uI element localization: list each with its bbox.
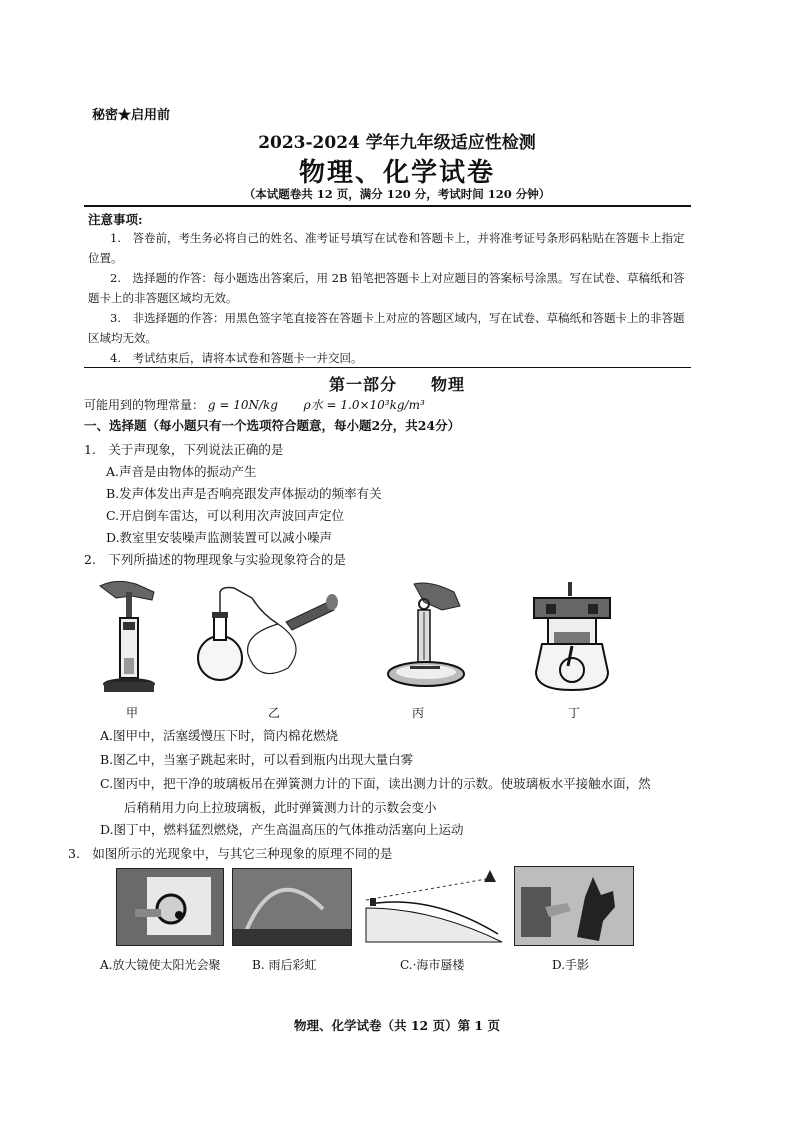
q2-option-b: B.图乙中，当塞子跳起来时，可以看到瓶内出现大量白雾	[100, 752, 414, 767]
subject-title: 物理、化学试卷	[298, 158, 495, 188]
notice-item: 3. 非选择题的作答：用黑色签字笔直接答在答题卡上对应的答题区域内，写在试卷、草稿纸和答题卡上的非答题区域均无效。	[88, 311, 685, 345]
question-3-stem: 3. 如图所示的光现象中，与其它三种现象的原理不同的是	[68, 846, 393, 861]
exam-info: （本试题卷共 12 页，满分 120 分，考试时间 120 分钟）	[243, 187, 551, 201]
q2-option-a: A.图甲中，活塞缓慢压下时，筒内棉花燃烧	[100, 728, 339, 743]
q2-option-c: C.图丙中，把干净的玻璃板吊在弹簧测力计的下面，读出测力计的示数。使玻璃板水平接触水面，然	[100, 776, 651, 791]
constant-rho: ρ水 = 1.0×10³kg/m³	[303, 398, 425, 412]
constants-prefix: 可能用到的物理常量：	[84, 398, 205, 412]
q3-caption-d: D.手影	[552, 958, 590, 972]
section-heading: 一、选择题（每小题只有一个选项符合题意，每小题2分，共24分）	[84, 418, 461, 433]
q3-caption-a: A.放大镜使太阳光会聚	[100, 958, 221, 972]
question-2-stem: 2. 下列所描述的物理现象与实验现象符合的是	[84, 552, 346, 567]
page-footer: 物理、化学试卷（共 12 页）第 1 页	[293, 1018, 500, 1033]
figure-yi-flask-pump	[188, 584, 338, 688]
q1-option-c: C.开启倒车雷达，可以利用次声波回声定位	[106, 508, 345, 523]
notice-heading: 注意事项:	[88, 212, 143, 227]
q3-caption-b: B. 雨后彩虹	[252, 958, 317, 972]
notice-divider	[84, 367, 691, 368]
q3-caption-c: C.·海市蜃楼	[400, 958, 465, 972]
q1-option-d: D.教室里安装噪声监测装置可以减小噪声	[106, 530, 333, 545]
photo-mirage-diagram	[362, 868, 508, 944]
q2-option-d: D.图丁中，燃料猛烈燃烧，产生高温高压的气体推动活塞向上运动	[100, 822, 464, 837]
figure-label-jia: 甲	[125, 706, 138, 720]
confidential-mark: 秘密★启用前	[92, 108, 171, 123]
part-title: 第一部分 物理	[328, 375, 465, 394]
notice-item: 4. 考试结束后，请将本试卷和答题卡一并交回。	[110, 351, 363, 365]
constant-g: g = 10N/kg	[207, 398, 278, 412]
question-1-stem: 1. 关于声现象，下列说法正确的是	[84, 442, 284, 457]
notice-item: 2. 选择题的作答：每小题选出答案后，用 2B 铅笔把答题卡上对应题目的答案标号涂黑。写在试卷、草稿纸和答题卡上的非答题区域均无效。	[88, 271, 685, 305]
top-divider	[84, 205, 691, 207]
q1-option-a: A.声音是由物体的振动产生	[106, 464, 257, 479]
photo-magnifier	[116, 868, 224, 946]
constants-line	[84, 396, 425, 413]
q2-option-c-cont: 后稍稍用力向上拉玻璃板，此时弹簧测力计的示数会变小	[124, 800, 437, 815]
figure-label-bing: 丙	[411, 706, 424, 720]
photo-hand-shadow	[514, 866, 634, 946]
figure-jia-compression-syringe	[96, 578, 166, 700]
notice-item: 1. 答卷前，考生务必将自己的姓名、准考证号填写在试卷和答题卡上，并将准考证号条形码粘贴在答题卡上指定位置。	[88, 231, 685, 265]
exam-title: 2023-2024 学年九年级适应性检测	[258, 133, 536, 153]
figure-label-yi: 乙	[267, 706, 280, 720]
figure-label-ding: 丁	[567, 706, 580, 720]
figure-ding-engine	[528, 580, 616, 692]
photo-rainbow	[232, 868, 352, 946]
q1-option-b: B.发声体发出声是否响亮跟发声体振动的频率有关	[106, 486, 382, 501]
notice-list	[88, 228, 688, 368]
figure-bing-spring-scale	[384, 582, 468, 692]
